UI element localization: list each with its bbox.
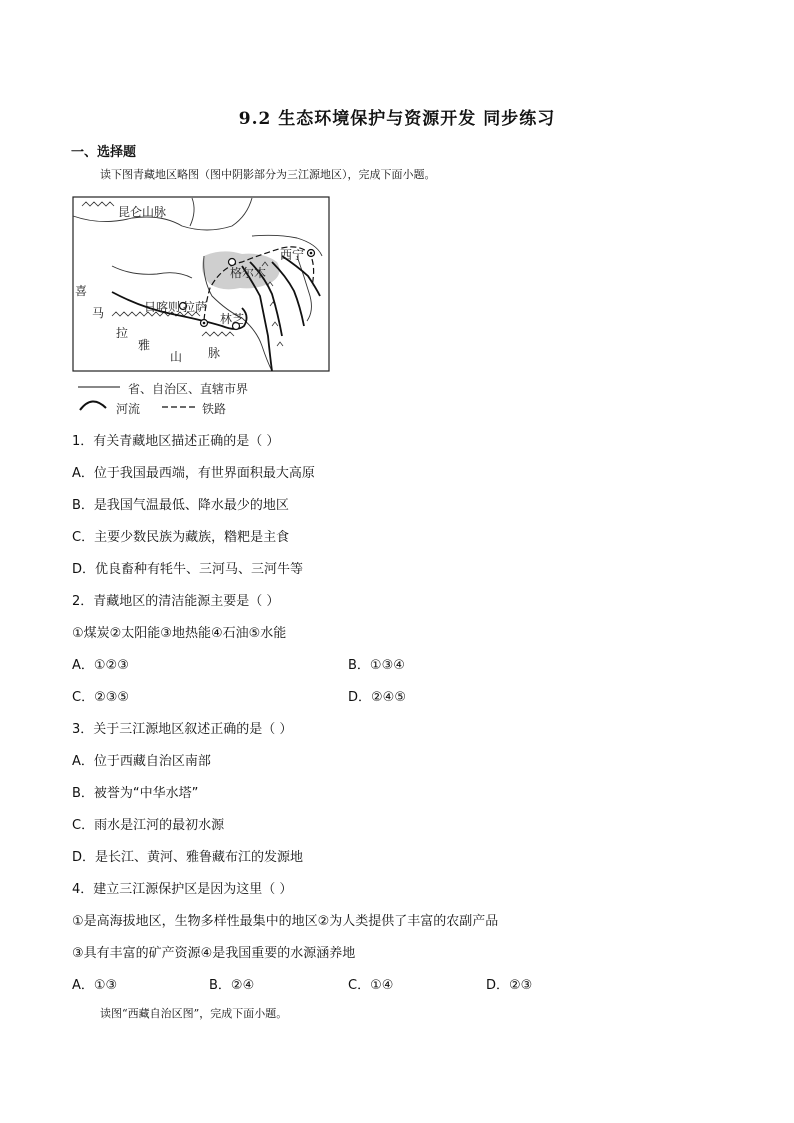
q4-sub-1: ①是高海拔地区，生物多样性最集中的地区②为人类提供了丰富的农副产品 (72, 914, 499, 929)
label-xining: 西宁 (280, 248, 305, 262)
q2-sub: ①煤炭②太阳能③地热能④石油⑤水能 (72, 626, 287, 641)
q1-stem: 1．有关青藏地区描述正确的是（ ） (72, 434, 280, 449)
q2-option-c[interactable]: C．②③⑤ (72, 690, 130, 705)
q3-option-d[interactable]: D．是长江、黄河、雅鲁藏布江的发源地 (72, 850, 304, 865)
q4-option-b[interactable]: B．②④ (209, 978, 255, 993)
legend-boundary-label: 省、自治区、直辖市界 (128, 382, 249, 396)
label-himalaya-1: 喜 (75, 284, 88, 298)
q3-stem: 3．关于三江源地区叙述正确的是（ ） (72, 722, 293, 737)
q4-option-d[interactable]: D．②③ (486, 978, 533, 993)
label-himalaya-3: 拉 (116, 326, 129, 340)
q1-option-b[interactable]: B．是我国气温最低、降水最少的地区 (72, 498, 289, 513)
q4-option-a[interactable]: A．①③ (72, 978, 118, 993)
q2-stem: 2．青藏地区的清洁能源主要是（ ） (72, 594, 280, 609)
q4-stem: 4．建立三江源保护区是因为这里（ ） (72, 882, 293, 897)
label-himalaya-5: 山 (170, 350, 183, 364)
intro-text-2: 读图“西藏自治区图”，完成下面小题。 (100, 1007, 288, 1020)
q3-option-b[interactable]: B．被誉为“中华水塔” (72, 786, 199, 801)
q1-option-c[interactable]: C．主要少数民族为藏族，糌粑是主食 (72, 530, 290, 545)
intro-text-1: 读下图青藏地区略图（图中阴影部分为三江源地区），完成下面小题。 (100, 168, 436, 181)
label-shigatse: 日喀则 (144, 300, 181, 314)
q3-option-c[interactable]: C．雨水是江河的最初水源 (72, 818, 225, 833)
page-title: 9.2 生态环境保护与资源开发 同步练习 (238, 109, 556, 129)
section-heading: 一、选择题 (71, 145, 137, 160)
legend-river-label: 河流 (116, 402, 141, 416)
q2-option-b[interactable]: B．①③④ (348, 658, 405, 673)
legend-railway-label: 铁路 (202, 402, 227, 416)
label-golmud: 格尔木 (230, 266, 267, 280)
q4-option-c[interactable]: C．①④ (348, 978, 394, 993)
q1-option-a[interactable]: A．位于我国最西端，有世界面积最大高原 (72, 466, 315, 481)
legend-river-symbol (80, 401, 106, 410)
label-nyingchi: 林芝 (220, 312, 245, 326)
q2-option-d[interactable]: D．②④⑤ (348, 690, 406, 705)
q2-option-a[interactable]: A．①②③ (72, 658, 129, 673)
q3-option-a[interactable]: A．位于西藏自治区南部 (72, 754, 211, 769)
qinghai-tibet-map (72, 196, 332, 418)
label-himalaya-2: 马 (92, 306, 105, 320)
label-kunlun: 昆仑山脉 (118, 205, 167, 219)
label-himalaya-6: 脉 (208, 346, 221, 360)
label-lhasa: 拉萨 (183, 300, 208, 314)
label-himalaya-4: 雅 (138, 338, 151, 352)
q4-sub-2: ③具有丰富的矿产资源④是我国重要的水源涵养地 (72, 946, 356, 961)
q1-option-d[interactable]: D．优良畜种有牦牛、三河马、三河牛等 (72, 562, 304, 577)
